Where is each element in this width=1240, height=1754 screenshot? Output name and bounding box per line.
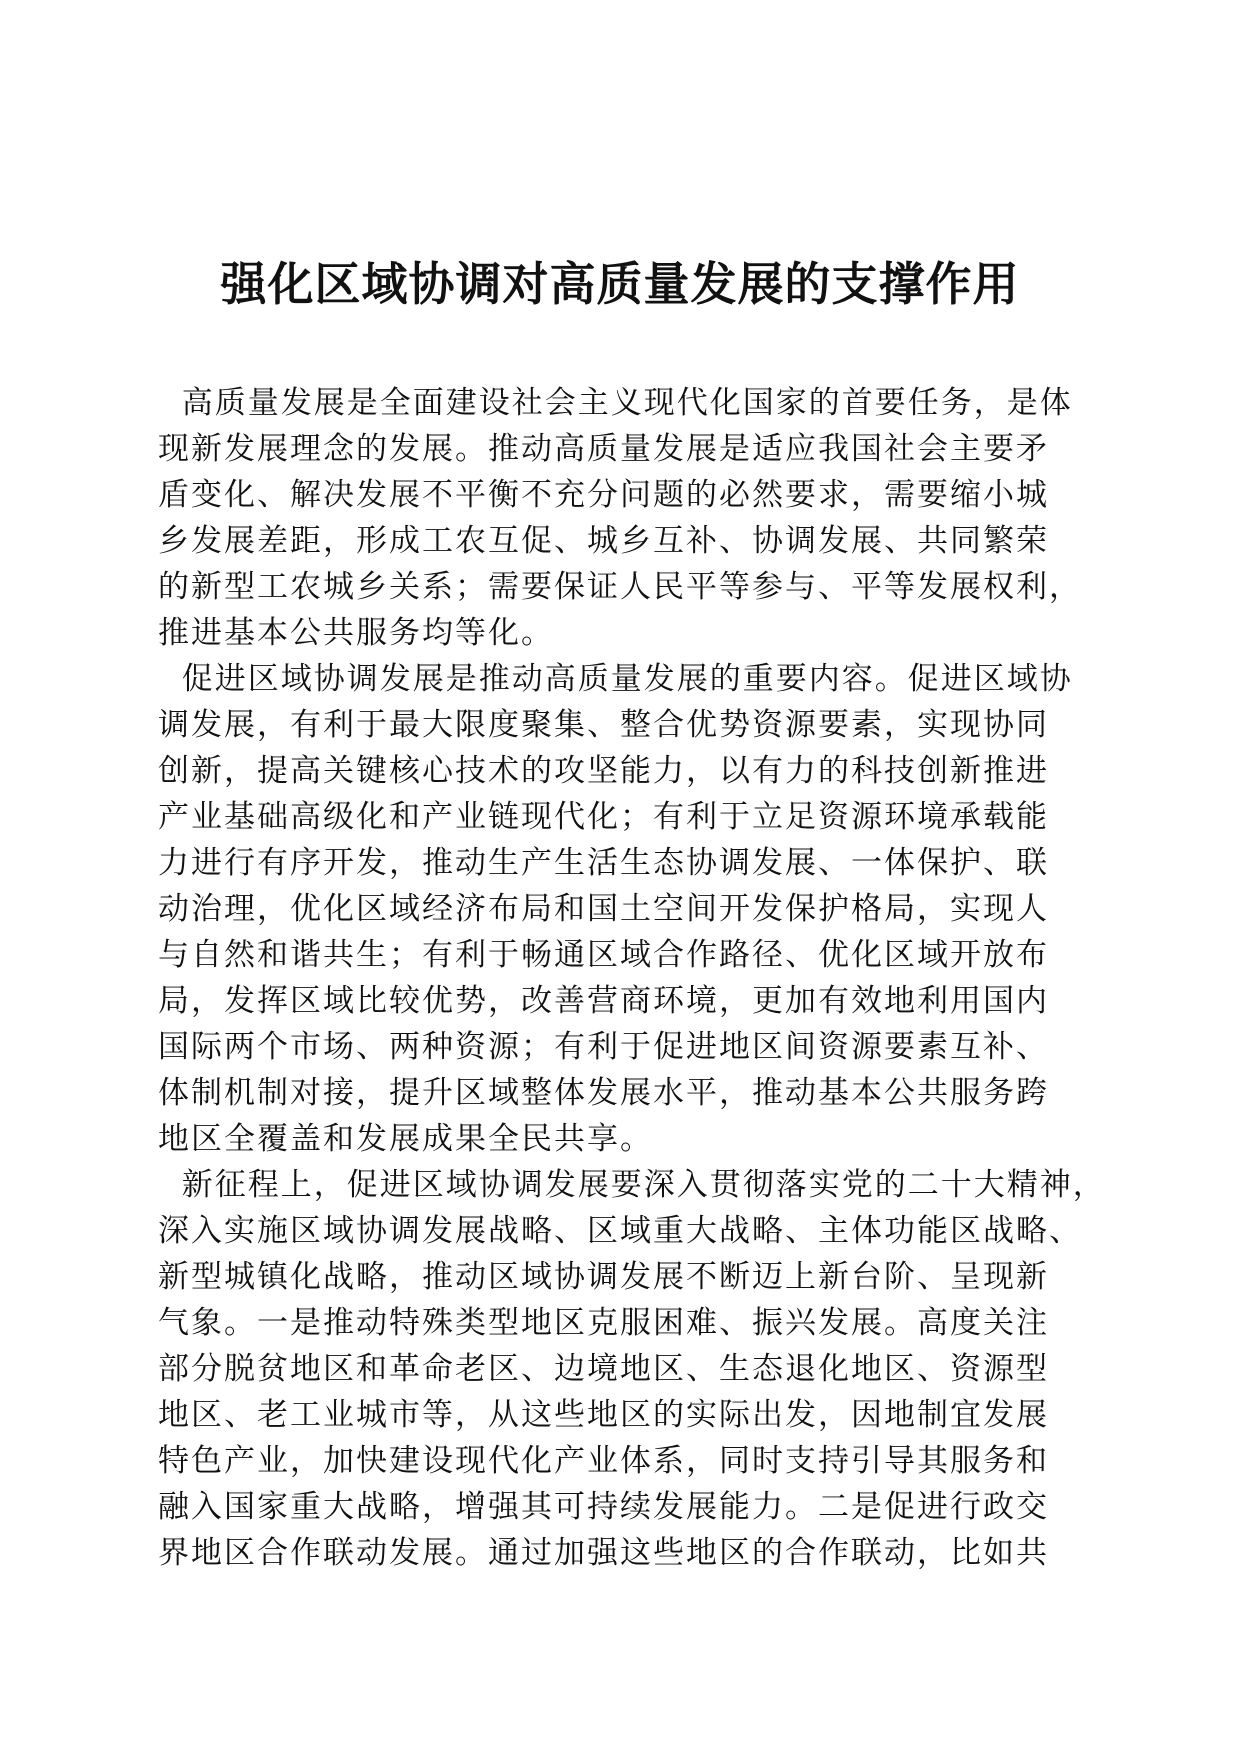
body-text-line: 盾变化、解决发展不平衡不充分问题的必然要求，需要缩小城	[158, 477, 1049, 513]
body-text-line: 乡发展差距，形成工农互促、城乡互补、协调发展、共同繁荣	[158, 523, 1049, 559]
body-text-line: 界地区合作联动发展。通过加强这些地区的合作联动，比如共	[158, 1535, 1049, 1571]
document-title: 强化区域协调对高质量发展的支撑作用	[220, 257, 1020, 311]
body-text-line: 力进行有序开发，推动生产生活生态协调发展、一体保护、联	[158, 845, 1049, 881]
body-text-line: 现新发展理念的发展。推动高质量发展是适应我国社会主要矛	[158, 431, 1049, 467]
body-text-line: 体制机制对接，提升区域整体发展水平，推动基本公共服务跨	[158, 1075, 1049, 1111]
body-text-line: 与自然和谐共生；有利于畅通区域合作路径、优化区域开放布	[158, 937, 1049, 973]
body-text-line: 产业基础高级化和产业链现代化；有利于立足资源环境承载能	[158, 799, 1049, 835]
body-text-line: 推进基本公共服务均等化。	[158, 615, 554, 651]
body-text-line: 深入实施区域协调发展战略、区域重大战略、主体功能区战略、	[158, 1213, 1082, 1249]
body-text-line: 特色产业，加快建设现代化产业体系，同时支持引导其服务和	[158, 1443, 1049, 1479]
body-text-line: 地区全覆盖和发展成果全民共享。	[158, 1121, 653, 1157]
body-text-line: 气象。一是推动特殊类型地区克服困难、振兴发展。高度关注	[158, 1305, 1049, 1341]
body-text-line: 的新型工农城乡关系；需要保证人民平等参与、平等发展权利，	[158, 569, 1082, 605]
body-text-line: 部分脱贫地区和革命老区、边境地区、生态退化地区、资源型	[158, 1351, 1049, 1387]
body-text-line: 地区、老工业城市等，从这些地区的实际出发，因地制宜发展	[158, 1397, 1049, 1433]
document-body	[158, 380, 1106, 1576]
body-text-line: 局，发挥区域比较优势，改善营商环境，更加有效地利用国内	[158, 983, 1049, 1019]
body-text-line: 促进区域协调发展是推动高质量发展的重要内容。促进区域协	[158, 661, 1073, 697]
body-text-line: 融入国家重大战略，增强其可持续发展能力。二是促进行政交	[158, 1489, 1049, 1525]
body-text-line: 创新，提高关键核心技术的攻坚能力，以有力的科技创新推进	[158, 753, 1049, 789]
body-text-line: 高质量发展是全面建设社会主义现代化国家的首要任务，是体	[158, 385, 1073, 421]
body-text-line: 新征程上，促进区域协调发展要深入贯彻落实党的二十大精神，	[158, 1167, 1106, 1203]
body-text-line: 动治理，优化区域经济布局和国土空间开发保护格局，实现人	[158, 891, 1049, 927]
body-text-line: 调发展，有利于最大限度聚集、整合优势资源要素，实现协同	[158, 707, 1049, 743]
body-text-line: 国际两个市场、两种资源；有利于促进地区间资源要素互补、	[158, 1029, 1049, 1065]
body-text-line: 新型城镇化战略，推动区域协调发展不断迈上新台阶、呈现新	[158, 1259, 1049, 1295]
